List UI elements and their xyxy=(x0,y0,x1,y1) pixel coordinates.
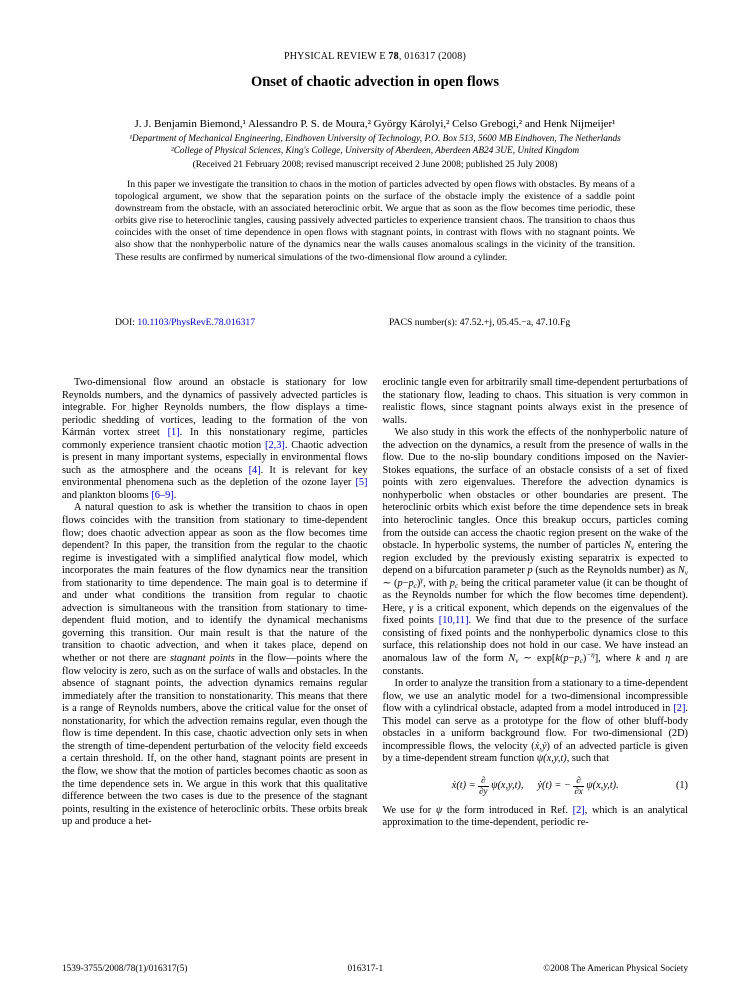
pacs-line: PACS number(s): 47.52.+j, 05.45.−a, 47.10.Fg xyxy=(389,317,571,328)
text-run: c xyxy=(454,581,459,590)
text-run: In order to analyze the transition from a stationary to a time-dependent flow, we use an analytic model for a two-dimensional incompressible flow with a cylindrical obstacle, adapted from a model introduced in xyxy=(382,678,688,715)
received-line: (Received 21 February 2008; revised manuscript received 2 June 2008; published 25 July 2008) xyxy=(192,160,558,170)
citation-link[interactable]: [10,11] xyxy=(438,615,469,627)
text-run: γ xyxy=(420,575,424,584)
text-run: η xyxy=(665,653,671,665)
text-run: p xyxy=(563,653,569,665)
text-run: ψ xyxy=(435,804,443,816)
fraction-denominator: ∂x xyxy=(574,785,583,796)
footer-issn: 1539-3755/2008/78(1)/016317(5) xyxy=(62,964,188,974)
citation-link[interactable]: [1] xyxy=(167,427,180,439)
text-run: −η xyxy=(586,651,595,660)
citation-link[interactable]: [2] xyxy=(572,804,585,816)
text-run: k xyxy=(555,653,560,665)
text-run: c xyxy=(579,657,583,666)
equation-lhs-x: ẋ(t) = xyxy=(451,780,476,792)
right-column xyxy=(383,377,689,830)
text-run: are constants. xyxy=(382,653,689,677)
equation-number: (1) xyxy=(675,780,688,792)
text-run: , with xyxy=(423,577,450,589)
text-run: ) xyxy=(582,653,587,665)
text-run: p xyxy=(397,577,403,589)
text-run: . This model can serve as a prototype for the flow of other bluff-body obstacles in a uniform background flow. For two-dimensional (2D) incompressible flows, the velocity ( xyxy=(382,703,688,752)
fraction-numerator: ∂ xyxy=(481,774,486,785)
citation-link[interactable]: [2,3] xyxy=(265,439,285,451)
text-run: − xyxy=(402,577,409,589)
equation-1 xyxy=(383,776,689,797)
text-run: entering the region excluded by the previously existing separatrix is expected to depend on a bifurcation parameter xyxy=(382,540,689,577)
paragraph xyxy=(383,678,689,766)
journal-header xyxy=(0,51,750,62)
text-run: ẋ,ẏ xyxy=(534,740,547,752)
text-run: N xyxy=(624,540,632,552)
text-run: p xyxy=(527,565,533,577)
text-run: p xyxy=(449,577,455,589)
text-run: DOI: xyxy=(115,317,138,328)
equation-lhs-y: ẏ(t) = − xyxy=(537,780,571,792)
text-run: v xyxy=(684,569,688,578)
text-run: . xyxy=(173,489,177,501)
text-run: being the critical parameter value (it can be thought of as the Reynolds number for which the flow becomes time dependent). Here, xyxy=(382,577,688,614)
text-run: and plankton blooms xyxy=(62,489,152,501)
paragraph xyxy=(383,377,689,427)
text-run: A natural question to ask is whether the transition to chaos in open flows coincides with the transition from stationary to time-dependent flow; does chaotic advection appear as soon as the flow becomes time dependent? In this paper, the transition from the regular to the chaotic regime is investigated with a simplified analytical flow model, which incorporates the main features of the flow dynamics near the transition from stationarity to time dependence. The main goal is to determine if and under what conditions the transition from regular to chaotic advection is simultaneous with the transition from stationary to time-dependent fluid motion, and to identify the dynamical mechanisms governing this transition. Our main result is that the nature of the transition to chaotic advection, and when it takes place, depend on whether or not there are xyxy=(62,502,368,665)
doi-line xyxy=(115,317,255,328)
equation-rhs-y: ψ(x,y,t). xyxy=(586,780,619,792)
affiliation-1: ¹Department of Mechanical Engineering, Eindhoven University of Technology, P.O. Box 513, 5600 MB Eindhoven, The Netherlands xyxy=(129,134,621,144)
text-run: We use for xyxy=(382,804,436,816)
text-run: k xyxy=(635,653,641,665)
text-run: N xyxy=(508,653,516,665)
text-run: ], where xyxy=(594,653,636,665)
text-run: N xyxy=(677,565,685,577)
text-run: v xyxy=(631,544,635,553)
text-run: , such that xyxy=(566,753,609,765)
page-footer xyxy=(62,964,688,974)
text-run: p xyxy=(574,653,580,665)
fraction-d-dy xyxy=(478,776,489,797)
right-column-bottom xyxy=(383,805,689,830)
citation-link[interactable]: [5] xyxy=(355,477,368,489)
text-run: eroclinic tangle even for arbitrarily small time-dependent perturbations of the stationary flow, leading to chaos. This situation is very common in realistic flows, since stagnant points always exist in the presence of walls. xyxy=(382,377,688,426)
text-run: in the flow—points where the flow velocity is zero, such as on the surface of walls and obstacles. In the absence of stagnant points, the advection dynamics remains regular immediately after the transition to nonstationarity. This means that there is a range of Reynolds numbers, above the critical value for the onset of nonstationarity, for which the advection remains regular, even though the flow is time dependent. In this case, chaotic advection only sets in when the strength of time-dependent perturbation of the velocity field exceeds a certain threshold. If, on the other hand, stagnant points are present in the flow, we show that the motion of particles becomes chaotic as soon as the time dependence sets in. We argue in this work that this qualitative difference between the two cases is due to the presence of the stagnant points, resulting in the existence of heteroclinic orbits. These orbits break up and produce a het- xyxy=(62,653,368,828)
text-run: p xyxy=(408,577,414,589)
text-run: , 016317 (2008) xyxy=(398,51,466,62)
left-column xyxy=(62,377,368,830)
text-run: is a critical exponent, which depends on the eigenvalues of the fixed points xyxy=(382,602,688,627)
body-columns xyxy=(62,377,688,830)
text-run: v xyxy=(515,657,519,666)
paragraph xyxy=(62,502,368,828)
fraction-denominator: ∂y xyxy=(479,785,488,796)
text-run: ) of an advected particle is given by a time-dependent stream function xyxy=(382,740,688,765)
footer-copyright: ©2008 The American Physical Society xyxy=(543,964,688,974)
text-run: γ xyxy=(409,602,414,614)
text-run: (such as the Reynolds number) as xyxy=(532,565,678,577)
text-run: − xyxy=(568,653,575,665)
text-run: . Chaotic advection is present in many important systems, especially in environmental flows such as the atmosphere and the oceans xyxy=(62,439,368,476)
text-run: c xyxy=(413,581,417,590)
paragraph xyxy=(62,377,368,502)
text-run: ) xyxy=(416,577,421,589)
text-run: and xyxy=(640,653,666,665)
text-run: We also study in this work the effects of the nonhyperbolic nature of the advection on the dynamics, a result from the presence of walls in the flow. Due to the no-slip boundary conditions imposed on the Navier-Stokes equations, the surface of an obstacle consists of a set of fixed points with zero eigenvalues. Therefore the advection dynamics is nonhyperbolic when obstacles or other boundaries are present. The heteroclinic orbits which exist before the time dependence sets in break into heteroclinic tangles. Once this breakup occurs, particles coming from the outside can access the chaotic region present on the wake of the obstacle. In hyperbolic systems, the number of particles xyxy=(382,427,688,552)
text-run: stagnant points xyxy=(169,653,235,665)
text-run: ∼ ( xyxy=(382,577,398,589)
text-run: , which is an analytical approximation to the time-dependent, periodic re- xyxy=(382,804,689,829)
abstract: In this paper we investigate the transition to chaos in the motion of particles advected by open flows with obstacles. By means of a topological argument, we show that the separation points on the surface of the obstacle imply the existence of a saddle point downstream from the obstacle, with an associated heteroclinic orbit. We argue that as soon as the flow becomes time periodic, these orbits give rise to heteroclinic tangles, causing passively advected particles to experience transient chaos. The transition to chaos thus coincides with the onset of time dependence in open flows with stagnant points, in contrast with flows with no stagnant points. We also show that the nonhyperbolic nature of the dynamics near the walls causes anomalous scalings in the vicinity of the transition. These results are confirmed by numerical simulations of the two-dimensional flow around a cylinder. xyxy=(115,179,635,263)
text-run: Two-dimensional flow around an obstacle is stationary for low Reynolds numbers, and the dynamics of passively advected particles is integrable. For higher Reynolds numbers, the flow displays a time-periodic shedding of vortices, leading to the formation of the von Kármán vortex street xyxy=(62,377,368,439)
text-run: . We find that due to the presence of the surface consisting of fixed points and the nonhyperbolic dynamics close to this surface, this relationship does not hold in our case. We have instead an anomalous law of the form xyxy=(382,615,688,665)
citation-link[interactable]: [6–9] xyxy=(151,489,174,501)
fraction-numerator: ∂ xyxy=(576,774,581,785)
text-run: ∼ exp[ xyxy=(518,653,556,665)
text-run: . In this nonstationary regime, particles commonly experience transient chaotic motion xyxy=(62,427,368,451)
citation-link[interactable]: [4] xyxy=(248,464,261,476)
paragraph xyxy=(383,427,689,678)
text-run: ψ(x,y,t) xyxy=(536,753,567,765)
text-run: ( xyxy=(559,653,564,665)
citation-link[interactable]: [2] xyxy=(673,703,686,715)
equation-rhs-x: ψ(x,y,t), xyxy=(491,780,524,792)
doi-link[interactable]: 10.1103/PhysRevE.78.016317 xyxy=(137,317,256,328)
affiliation-2: ²College of Physical Sciences, King's College, University of Aberdeen, Aberdeen AB24 3UE, United Kingdom xyxy=(170,146,580,156)
authors-line: J. J. Benjamin Biemond,¹ Alessandro P. S. de Moura,² György Károlyi,² Celso Grebogi,² and Henk Nijmeijer¹ xyxy=(134,118,616,130)
text-run: PHYSICAL REVIEW E xyxy=(283,51,389,62)
text-run: . It is relevant for key environmental phenomena such as the depletion of the ozone layer xyxy=(62,464,368,489)
paragraph xyxy=(383,805,689,830)
text-run: the form introduced in Ref. xyxy=(442,804,573,816)
text-run: 78 xyxy=(388,51,399,62)
right-column-top xyxy=(383,377,689,766)
footer-page-number: 016317-1 xyxy=(347,964,384,974)
fraction-d-dx xyxy=(573,776,584,797)
page-title: Onset of chaotic advection in open flows xyxy=(250,74,500,90)
